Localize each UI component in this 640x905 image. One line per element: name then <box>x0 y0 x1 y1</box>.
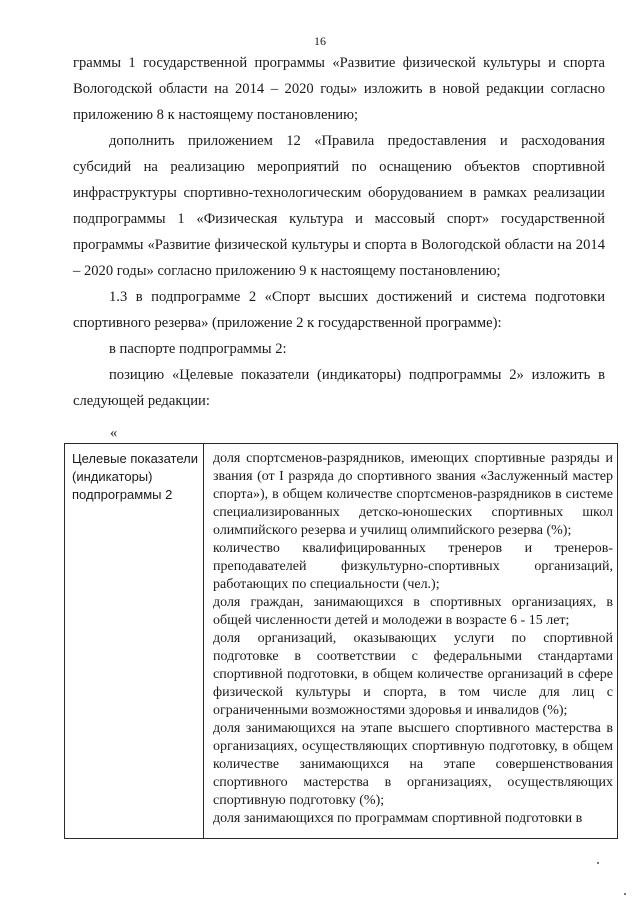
indicators-table <box>64 443 618 839</box>
paragraph-passport: в паспорте подпрограммы 2: <box>109 341 287 357</box>
indicator-item: доля граждан, занимающихся в спортивных организациях, в общей численности детей и молодежи в возрасте 6 - 15 лет; <box>213 595 613 628</box>
scan-speck <box>597 862 599 864</box>
indicator-item: количество квалифицированных тренеров и тренеров-преподавателей физкультурно-спортивных организаций, работающих по специальности (чел.); <box>213 541 613 592</box>
indicator-item: доля спортсменов-разрядников, имеющих спортивные разряды и звания (от I разряда до спортивного звания «Заслуженный мастер спорта»), в общем количестве спортсменов-разрядников в системе специализированных детско-юношеских спортивных школ олимпийского резерва и училищ олимпийского резерва (%); <box>213 451 613 538</box>
paragraph-appendix-12: дополнить приложением 12 «Правила предоставления и расходования субсидий на реализацию мероприятий по оснащению объектов спортивной инфраструктуры спортивно-технологическим оборудованием в рамках реализации подпрограммы 1 «Физическая культура и массовый спорт» государственной программы «Развитие физической культуры и спорта в Вологодской области на 2014 – 2020 годы» согласно приложению 9 к настоящему постановлению; <box>73 133 605 279</box>
indicator-item: доля организаций, оказывающих услуги по спортивной подготовке в соответствии с федеральными стандартами спортивной подготовки, в общем количестве организаций в сфере физической культуры и спорта, в том числе для лиц с ограниченными возможностями здоровья и инвалидов (%); <box>213 631 613 718</box>
page-number: 16 <box>314 34 326 48</box>
document-body <box>73 50 605 414</box>
indicator-item: доля занимающихся по программам спортивной подготовки в <box>213 811 583 826</box>
indicator-item: доля занимающихся на этапе высшего спортивного мастерства в организациях, осуществляющих спортивную подготовку, в общем количестве занимающихся на этапе совершенствования спортивного мастерства в организациях, осуществляющих спортивную подготовку (%); <box>213 721 613 808</box>
opening-quote: « <box>110 425 118 441</box>
paragraph-indicators-position: позицию «Целевые показатели (индикаторы) подпрограммы 2» изложить в следующей редакции: <box>73 367 605 409</box>
paragraph-subprogram-2: 1.3 в подпрограмме 2 «Спорт высших достижений и система подготовки спортивного резерва» (приложение 2 к государственной программе): <box>73 289 605 331</box>
indicators-label-cell: Целевые показатели (индикаторы) подпрограммы 2 <box>65 444 204 838</box>
scan-speck <box>624 893 626 895</box>
indicators-values-cell <box>205 444 617 828</box>
paragraph-continuation: граммы 1 государственной программы «Развитие физической культуры и спорта Вологодской области на 2014 – 2020 годы» изложить в новой редакции согласно приложению 8 к настоящему постановлению; <box>73 55 605 123</box>
